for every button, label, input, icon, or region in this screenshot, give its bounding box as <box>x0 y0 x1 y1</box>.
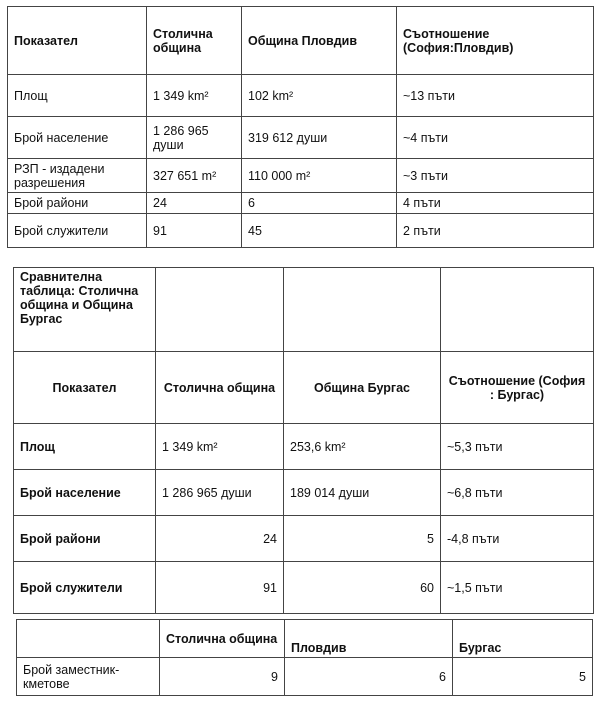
cell-indicator: Брой райони <box>14 516 156 562</box>
empty-cell <box>284 268 441 352</box>
cell-plovdiv: 319 612 души <box>242 117 397 159</box>
table-caption-row <box>14 268 594 352</box>
header-sofia: Столична община <box>156 352 284 424</box>
table-row <box>8 214 594 248</box>
header-burgas: Община Бургас <box>284 352 441 424</box>
table-row <box>8 117 594 159</box>
cell-burgas: 60 <box>284 562 441 614</box>
cell-indicator: Брой заместник-кметове <box>17 658 160 696</box>
table-row <box>8 75 594 117</box>
header-indicator: Показател <box>14 352 156 424</box>
header-ratio: Съотношение (София:Пловдив) <box>397 7 594 75</box>
empty-cell <box>156 268 284 352</box>
cell-plovdiv: 6 <box>285 658 453 696</box>
cell-sofia: 91 <box>147 214 242 248</box>
cell-sofia: 1 286 965 души <box>156 470 284 516</box>
cell-sofia: 9 <box>160 658 285 696</box>
cell-plovdiv: 102 km² <box>242 75 397 117</box>
cell-ratio: ~5,3 пъти <box>441 424 594 470</box>
table-deputy-mayors <box>16 619 593 696</box>
header-empty <box>17 620 160 658</box>
cell-indicator: Брой служители <box>14 562 156 614</box>
table-sofia-burgas <box>13 267 594 614</box>
table-row <box>14 470 594 516</box>
cell-burgas: 5 <box>453 658 593 696</box>
table-header-row <box>14 352 594 424</box>
cell-plovdiv: 110 000 m² <box>242 159 397 193</box>
table-row <box>14 562 594 614</box>
cell-indicator: Брой райони <box>8 193 147 214</box>
table-row <box>8 193 594 214</box>
cell-sofia: 327 651 m² <box>147 159 242 193</box>
header-plovdiv: Пловдив <box>285 620 453 658</box>
header-plovdiv: Община Пловдив <box>242 7 397 75</box>
cell-ratio: ~1,5 пъти <box>441 562 594 614</box>
cell-indicator: Брой население <box>8 117 147 159</box>
cell-indicator: Брой служители <box>8 214 147 248</box>
cell-sofia: 1 349 km² <box>147 75 242 117</box>
table-row <box>17 658 593 696</box>
table-row <box>14 424 594 470</box>
cell-sofia: 24 <box>147 193 242 214</box>
cell-burgas: 189 014 души <box>284 470 441 516</box>
header-sofia: Столична община <box>160 620 285 658</box>
cell-ratio: 2 пъти <box>397 214 594 248</box>
table-row <box>14 516 594 562</box>
header-sofia: Столична община <box>147 7 242 75</box>
cell-sofia: 24 <box>156 516 284 562</box>
cell-ratio: ~3 пъти <box>397 159 594 193</box>
cell-sofia: 1 349 km² <box>156 424 284 470</box>
cell-ratio: ~13 пъти <box>397 75 594 117</box>
cell-indicator: Брой население <box>14 470 156 516</box>
cell-indicator: Площ <box>14 424 156 470</box>
header-burgas: Бургас <box>453 620 593 658</box>
header-ratio: Съотношение (София : Бургас) <box>441 352 594 424</box>
cell-indicator: Площ <box>8 75 147 117</box>
table-caption: Сравнителна таблица: Столична община и Община Бургас <box>14 268 156 352</box>
cell-plovdiv: 45 <box>242 214 397 248</box>
cell-ratio: ~4 пъти <box>397 117 594 159</box>
cell-burgas: 5 <box>284 516 441 562</box>
cell-sofia: 1 286 965 души <box>147 117 242 159</box>
cell-sofia: 91 <box>156 562 284 614</box>
empty-cell <box>441 268 594 352</box>
cell-ratio: ~6,8 пъти <box>441 470 594 516</box>
cell-burgas: 253,6 km² <box>284 424 441 470</box>
cell-ratio: -4,8 пъти <box>441 516 594 562</box>
header-indicator: Показател <box>8 7 147 75</box>
cell-ratio: 4 пъти <box>397 193 594 214</box>
table-sofia-plovdiv <box>7 6 594 248</box>
table-header-row <box>8 7 594 75</box>
table-header-row <box>17 620 593 658</box>
cell-plovdiv: 6 <box>242 193 397 214</box>
table-row <box>8 159 594 193</box>
cell-indicator: РЗП - издадени разрешения <box>8 159 147 193</box>
